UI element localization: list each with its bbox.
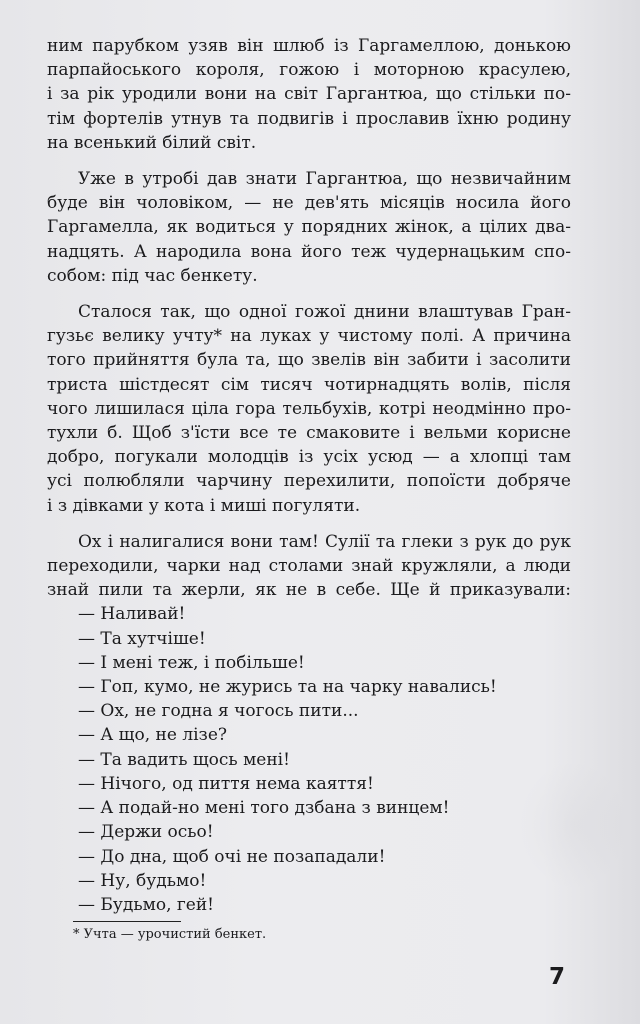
main-text: [47, 34, 571, 917]
text-line: на всенький білий світ.: [47, 132, 257, 153]
text-line: переходили, чарки над столами знай кружляли, а люди: [47, 556, 571, 577]
dialogue-line: — Держи осьо!: [78, 822, 214, 843]
dialogue-line: — Нічого, од пиття нема каяття!: [78, 773, 374, 794]
text-line: тім фортелів утнув та подвигів і прославив їхню родину: [47, 108, 571, 129]
text-line: того прийняття була та, що звелів він забити і засолити: [47, 350, 571, 371]
text-line: парпайоського короля, гожою і моторною красулею,: [47, 60, 571, 81]
text-line: Сталося так, що одної гожої днини влаштував Гран-: [78, 302, 571, 323]
text-line: чого лишилася ціла гора тельбухів, котрі неодмінно про-: [47, 398, 571, 419]
page-number: 7: [549, 964, 566, 990]
text-line: надцять. А народила вона його теж чудернацьким спо-: [47, 241, 571, 262]
footnote-divider: [73, 921, 181, 922]
dialogue-line: — Та хутчіше!: [78, 628, 206, 649]
text-line: і з дівками у кота і миші погуляти.: [47, 495, 361, 516]
dialogue-line: — А подай-но мені того дзбана з винцем!: [78, 798, 450, 819]
text-line: гузьє велику учту* на луках у чистому полі. А причина: [47, 326, 571, 347]
paragraph-3: [47, 300, 571, 518]
dialogue-line: — Та вадить щось мені!: [78, 749, 290, 770]
paragraph-1: [47, 34, 571, 155]
text-line: Уже в утробі дав знати Гаргантюа, що незвичайним: [78, 169, 571, 190]
text-line: триста шістдесят сім тисяч чотирнадцять волів, після: [47, 374, 571, 395]
text-line: усі полюбляли чарчину перехилити, попоїсти добряче: [47, 471, 571, 492]
dialogue-line: — До дна, щоб очі не позападали!: [78, 846, 386, 867]
text-line: знай пили та жерли, як не в себе. Ще й приказували:: [47, 580, 571, 601]
text-line: ним парубком узяв він шлюб із Гаргамеллою, донькою: [47, 36, 571, 56]
paragraph-4: [47, 530, 571, 603]
dialogue-line: — Гоп, кумо, не журись та на чарку навались!: [78, 677, 497, 698]
dialogue-line: — Наливай!: [78, 604, 186, 625]
text-line: добро, погукали молодців із усіх усюд — а хлопці там: [47, 447, 571, 468]
dialogue-line: — Будьмо, гей!: [78, 894, 215, 915]
text-line: буде він чоловіком, — не дев'ять місяців носила його: [47, 193, 571, 214]
paragraph-2: [47, 167, 571, 288]
text-line: і за рік уродили вони на світ Гаргантюа, що стільки по-: [47, 84, 571, 105]
text-line: Гаргамелла, як водиться у порядних жінок, а цілих два-: [47, 217, 571, 238]
text-line: собом: під час бенкету.: [47, 265, 258, 286]
text-line: Ох і налигалися вони там! Сулії та глеки з рук до рук: [78, 531, 571, 552]
footnote: * Учта — урочистий бенкет.: [73, 927, 267, 942]
dialogue-line: — А що, не лізе?: [78, 725, 228, 746]
dialogue-line: — Ну, будьмо!: [78, 870, 207, 891]
dialogue-line: — І мені теж, і побільше!: [78, 652, 305, 673]
dialogue-line: — Ох, не годна я чогось пити...: [78, 701, 359, 722]
text-line: тухли б. Щоб з'їсти все те смаковите і вельми корисне: [47, 423, 571, 444]
dialogue-lines: [47, 602, 571, 917]
